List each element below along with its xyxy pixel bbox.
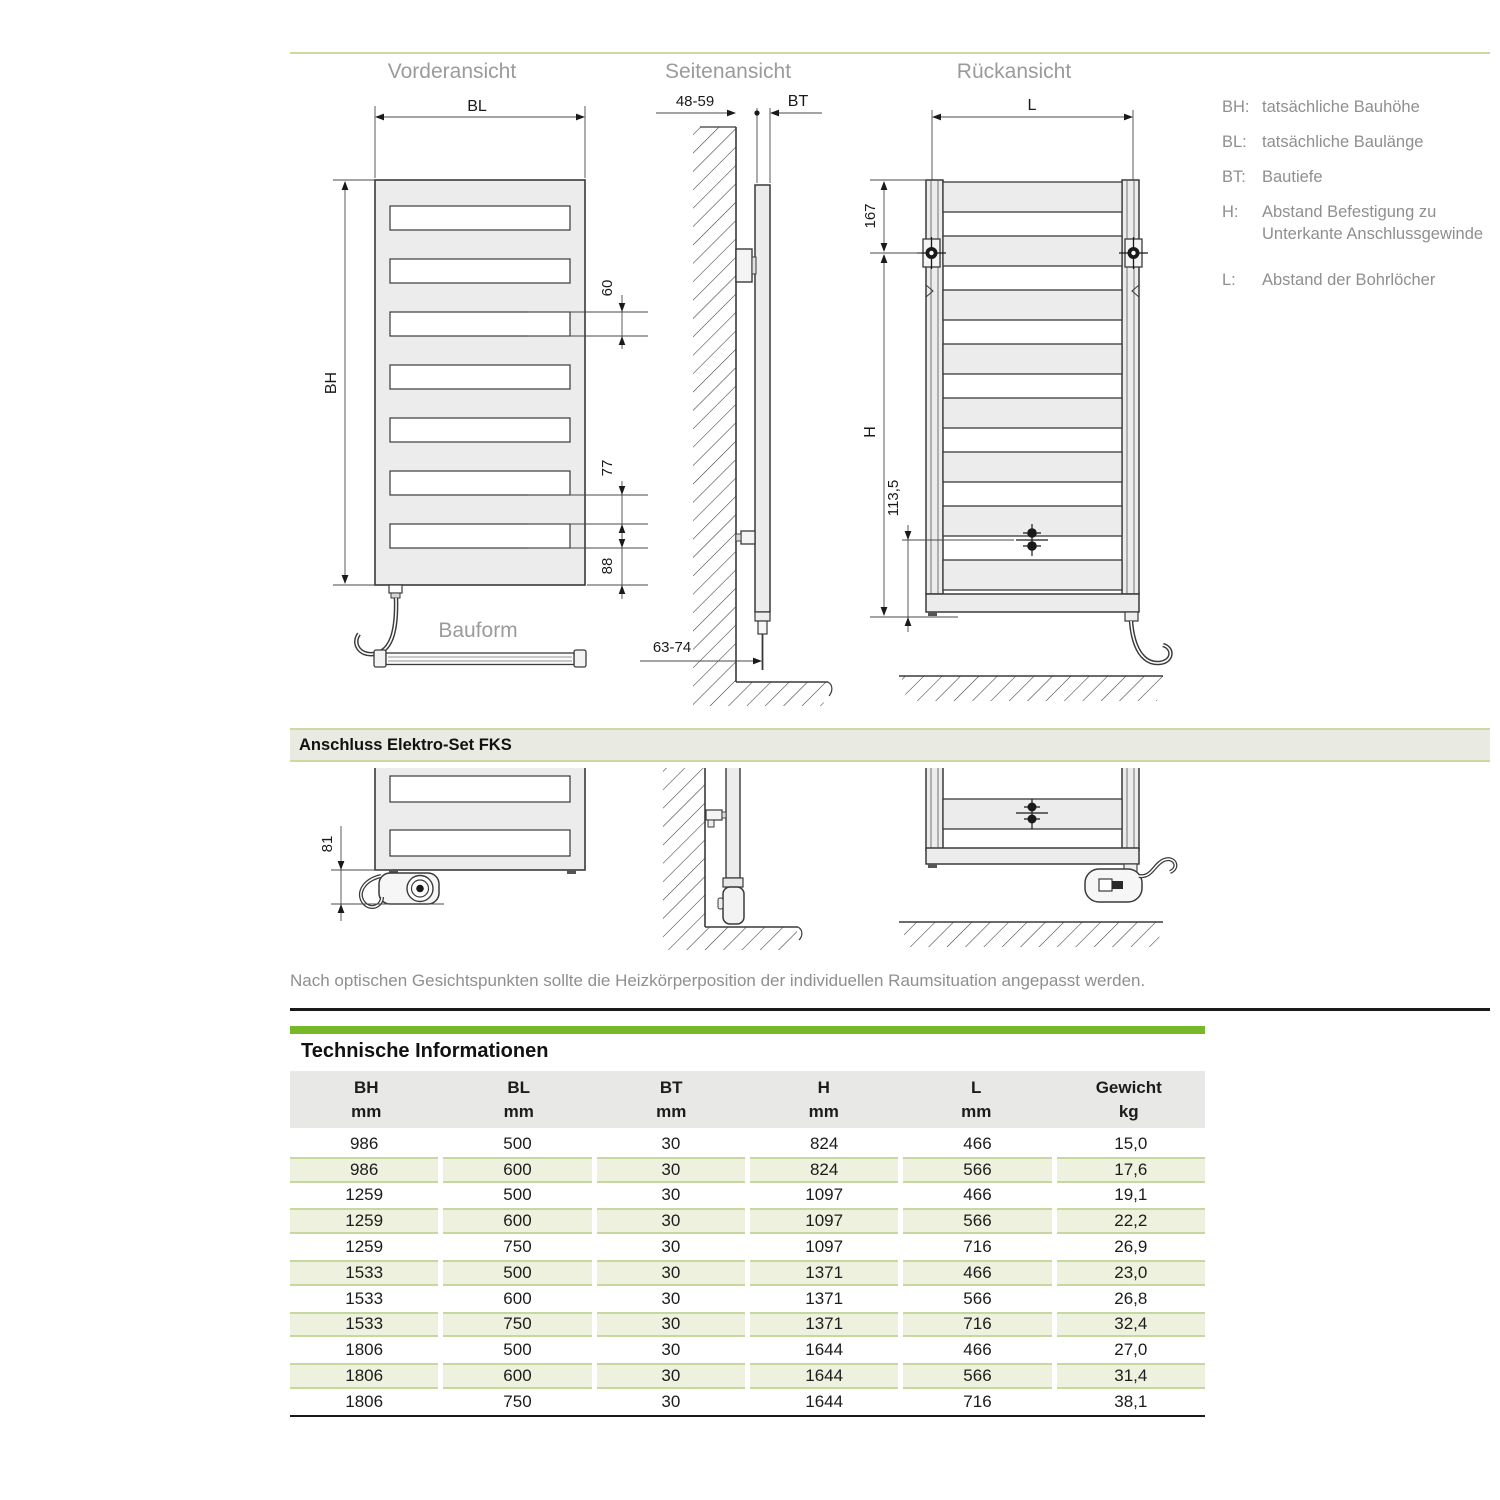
electro-unit-icon (1085, 859, 1175, 902)
dim-bh: BH (323, 371, 340, 395)
table-cell: 566 (963, 1288, 992, 1308)
table-cell: 30 (661, 1185, 681, 1205)
table-row (290, 1363, 1205, 1389)
table-cell: 1806 (345, 1340, 384, 1360)
wall-bracket-icon (736, 249, 756, 282)
legend-text: tatsächliche Bauhöhe (1262, 98, 1420, 116)
table-cell: 716 (963, 1237, 992, 1257)
heater-element-icon (718, 878, 744, 924)
table-cell: 466 (963, 1185, 992, 1205)
legend-key: BL: (1222, 133, 1247, 151)
electro-side-view (663, 768, 802, 950)
table-cell: 1259 (345, 1237, 384, 1257)
view-title-front: Vorderansicht (387, 60, 517, 83)
electro-unit-icon (361, 873, 439, 907)
legend-text: Abstand Befestigung zu Unterkante Anschlussgewinde (1262, 203, 1484, 243)
table-row (290, 1208, 1205, 1234)
legend-key: BH: (1222, 98, 1250, 116)
table-cell: 1097 (805, 1185, 844, 1205)
table-cell: 17,6 (1057, 1157, 1205, 1183)
wall-hatch (663, 768, 705, 927)
table-cell: 1533 (290, 1312, 438, 1338)
table-cell: 466 (963, 1340, 992, 1360)
legend-text: Bautiefe (1262, 168, 1323, 186)
top-view-bar (374, 650, 586, 667)
dim-bt: BT (787, 93, 809, 110)
table-cell: 1371 (805, 1288, 844, 1308)
table-cell: 23,0 (1057, 1260, 1205, 1286)
divider (290, 1008, 1490, 1011)
floor-hatch (901, 676, 1163, 701)
column-header: H mm (808, 1077, 839, 1121)
table-row (290, 1234, 1205, 1260)
dim-60: 60 (599, 279, 616, 297)
table-cell: 38,1 (1114, 1391, 1148, 1411)
table-cell: 500 (503, 1340, 532, 1360)
table-cell: 600 (443, 1157, 591, 1183)
table-cell: 466 (903, 1260, 1051, 1286)
table-cell: 30 (661, 1391, 681, 1411)
dim-77: 77 (599, 459, 616, 477)
table-cell: 27,0 (1114, 1340, 1148, 1360)
table-cell: 566 (903, 1208, 1051, 1234)
cable-icon (1125, 612, 1170, 663)
table-cell: 30 (661, 1133, 681, 1153)
dim-113-5: 113,5 (885, 479, 902, 517)
table-cell: 1644 (805, 1391, 844, 1411)
dim-l: L (1027, 97, 1037, 114)
table-cell: 500 (443, 1260, 591, 1286)
table-cell: 30 (597, 1260, 745, 1286)
table-cell: 500 (503, 1185, 532, 1205)
technical-drawing-electro (280, 768, 1500, 968)
dim-81: 81 (319, 835, 336, 853)
floor-hatch (693, 682, 828, 706)
table-cell: 30 (597, 1363, 745, 1389)
dim-63-74: 63-74 (652, 639, 692, 656)
table-cell: 1644 (750, 1363, 898, 1389)
table-header (290, 1071, 1205, 1128)
table-cell: 30 (661, 1340, 681, 1360)
table-cell: 30 (597, 1312, 745, 1338)
floor-hatch (663, 927, 798, 950)
table-cell: 30 (597, 1208, 745, 1234)
table-row (290, 1337, 1205, 1363)
table-cell: 32,4 (1057, 1312, 1205, 1338)
dim-167: 167 (862, 203, 879, 229)
table-title: Technische Informationen (301, 1040, 549, 1062)
table-body (290, 1131, 1205, 1415)
side-view (640, 93, 832, 706)
table-cell: 566 (903, 1157, 1051, 1183)
legend-text: tatsächliche Baulänge (1262, 133, 1424, 151)
electro-rear-view (899, 768, 1175, 947)
table-cell: 31,4 (1057, 1363, 1205, 1389)
table-cell: 750 (503, 1391, 532, 1411)
table-cell: 1806 (290, 1363, 438, 1389)
front-view (323, 98, 648, 667)
position-note: Nach optischen Gesichtspunkten sollte die Heizkörperposition der individuellen Raumsituation angepasst werden. (290, 971, 1146, 990)
section-title: Anschluss Elektro-Set FKS (299, 735, 512, 754)
tech-info-table (290, 1071, 1205, 1417)
table-cell: 600 (503, 1288, 532, 1308)
table-cell: 824 (750, 1157, 898, 1183)
table-accent-bar (290, 1026, 1205, 1034)
table-row (290, 1183, 1205, 1209)
table-cell: 26,9 (1114, 1237, 1148, 1257)
dim-bl: BL (467, 98, 487, 115)
column-header: BH mm (351, 1077, 382, 1121)
table-cell: 19,1 (1114, 1185, 1148, 1205)
dim-88: 88 (599, 557, 616, 575)
radiator-panel-side (755, 185, 770, 612)
table-cell: 1644 (805, 1340, 844, 1360)
floor-hatch (901, 922, 1163, 947)
table-cell: 1533 (290, 1260, 438, 1286)
top-divider (290, 52, 1490, 54)
table-cell: 30 (597, 1157, 745, 1183)
legend-key: L: (1222, 271, 1236, 289)
table-cell: 1371 (750, 1312, 898, 1338)
table-cell: 1259 (290, 1208, 438, 1234)
table-cell: 1097 (750, 1208, 898, 1234)
column-header: BL mm (503, 1077, 534, 1121)
table-cell: 566 (903, 1363, 1051, 1389)
table-cell: 30 (661, 1237, 681, 1257)
valve-connection-icon (736, 531, 755, 544)
table-cell: 1371 (750, 1260, 898, 1286)
table-cell: 716 (963, 1391, 992, 1411)
legend-text: Abstand der Bohrlöcher (1262, 271, 1436, 289)
view-title-rear: Rückansicht (956, 60, 1072, 83)
cable-icon (356, 585, 402, 654)
column-header: L mm (961, 1077, 992, 1121)
table-cell: 1806 (345, 1391, 384, 1411)
table-row (290, 1389, 1205, 1415)
table-cell: 466 (963, 1133, 992, 1153)
table-row (290, 1260, 1205, 1286)
table-cell: 1533 (345, 1288, 384, 1308)
rear-view (862, 97, 1170, 701)
table-cell: 30 (661, 1288, 681, 1308)
dim-h: H (862, 426, 879, 438)
legend-key: BT: (1222, 168, 1246, 186)
table-cell: 986 (349, 1133, 379, 1153)
column-header: Gewicht kg (1095, 1077, 1162, 1121)
table-cell: 1259 (345, 1185, 384, 1205)
table-row (290, 1157, 1205, 1183)
wall-bracket-icon (706, 810, 726, 827)
table-cell: 600 (443, 1363, 591, 1389)
table-cell: 22,2 (1057, 1208, 1205, 1234)
table-cell: 26,8 (1114, 1288, 1148, 1308)
technical-drawing-main (280, 85, 1500, 720)
legend-key: H: (1222, 203, 1239, 221)
table-cell: 500 (503, 1133, 532, 1153)
table-cell: 1097 (805, 1237, 844, 1257)
table-cell: 600 (443, 1208, 591, 1234)
table-cell: 750 (503, 1237, 532, 1257)
view-title-side: Seitenansicht (664, 60, 792, 83)
table-cell: 15,0 (1114, 1133, 1148, 1153)
table-cell: 716 (903, 1312, 1051, 1338)
table-cell: 750 (443, 1312, 591, 1338)
electro-front-view (319, 768, 585, 921)
wall-hatch (693, 127, 736, 682)
table-row (290, 1286, 1205, 1312)
table-row (290, 1131, 1205, 1157)
table-cell: 824 (809, 1133, 839, 1153)
shape-label: Bauform (438, 619, 518, 642)
table-row (290, 1312, 1205, 1338)
table-cell: 986 (290, 1157, 438, 1183)
section-header (290, 728, 1490, 762)
table-bottom-rule (290, 1415, 1205, 1418)
column-header: BT mm (656, 1077, 687, 1121)
dim-48-59: 48-59 (675, 93, 715, 110)
